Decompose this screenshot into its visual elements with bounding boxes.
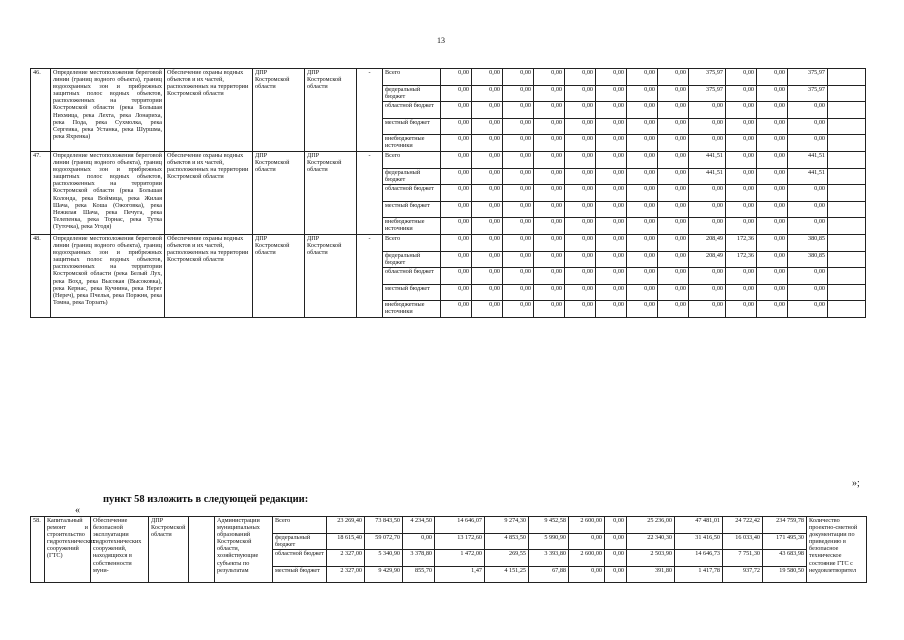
- amount-cell: 0,00: [534, 168, 565, 185]
- funding-source: местный бюджет: [273, 566, 327, 583]
- amount-cell: 3 393,80: [529, 550, 569, 567]
- amount-cell: 0,00: [534, 118, 565, 135]
- amount-cell: 0,00: [472, 218, 503, 235]
- empty-cell: [828, 85, 866, 102]
- table-row: [31, 69, 866, 86]
- funding-source: Всего: [383, 69, 441, 86]
- amount-cell: 0,00: [627, 218, 658, 235]
- amount-cell: 0,00: [689, 201, 726, 218]
- amount-cell: 0,00: [565, 85, 596, 102]
- amount-cell: 0,00: [689, 301, 726, 318]
- amount-cell: 208,49: [689, 234, 726, 251]
- amount-cell: 19 580,50: [763, 566, 807, 583]
- amount-cell: 172,36: [726, 251, 757, 268]
- amount-cell: 7 751,30: [723, 550, 763, 567]
- amount-cell: 0,00: [658, 218, 689, 235]
- amount-cell: 0,00: [788, 135, 828, 152]
- amount-cell: 0,00: [627, 251, 658, 268]
- amount-cell: 0,00: [472, 135, 503, 152]
- amount-cell: 18 615,40: [327, 533, 365, 550]
- empty-cell: [828, 69, 866, 86]
- amount-cell: 0,00: [441, 102, 472, 119]
- amount-cell: 0,00: [503, 185, 534, 202]
- empty-cell: [828, 251, 866, 268]
- amount-cell: 73 843,50: [365, 517, 403, 534]
- activity-name: Определение местоположения береговой линии (границ водного объекта), границ водоохранных зон и прибрежных защитных полос водных объектов, расположенных на территории Костромской области (река Белый Лух, река Вохд, река Высокая (Высоковка), река Кернас, река Кучнина, река Нерег (Нереч), река Пчелья, река Поржня, река Томна, река Торзать): [51, 234, 165, 317]
- amount-cell: 0,00: [534, 268, 565, 285]
- amount-cell: 375,97: [689, 69, 726, 86]
- amount-cell: 208,49: [689, 251, 726, 268]
- amount-cell: 0,00: [627, 85, 658, 102]
- amount-cell: 0,00: [658, 185, 689, 202]
- amount-cell: 0,00: [441, 268, 472, 285]
- amount-cell: 0,00: [605, 566, 627, 583]
- amount-cell: 0,00: [627, 69, 658, 86]
- amount-cell: 0,00: [726, 85, 757, 102]
- amount-cell: 391,80: [627, 566, 675, 583]
- amount-cell: 0,00: [534, 135, 565, 152]
- amount-cell: 9 429,90: [365, 566, 403, 583]
- amount-cell: 0,00: [757, 185, 788, 202]
- amount-cell: 0,00: [441, 234, 472, 251]
- funding-source: федеральный бюджет: [383, 85, 441, 102]
- amount-cell: 0,00: [503, 201, 534, 218]
- amount-cell: 25 236,00: [627, 517, 675, 534]
- co-executor: ДПР Костромской области: [305, 151, 357, 234]
- amount-cell: 0,00: [757, 268, 788, 285]
- amount-cell: 2 327,00: [327, 566, 365, 583]
- amount-cell: 0,00: [757, 102, 788, 119]
- funding-source: Всего: [273, 517, 327, 534]
- amount-cell: 0,00: [788, 102, 828, 119]
- amount-cell: 0,00: [441, 135, 472, 152]
- amount-cell: 0,00: [534, 85, 565, 102]
- amount-cell: 0,00: [627, 185, 658, 202]
- funding-source: областной бюджет: [273, 550, 327, 567]
- amount-cell: 0,00: [658, 201, 689, 218]
- empty-cell: [828, 234, 866, 251]
- amount-cell: 0,00: [596, 85, 627, 102]
- amount-cell: 0,00: [472, 151, 503, 168]
- amount-cell: 47 481,01: [675, 517, 723, 534]
- responsible-executor: ДПР Костромской области: [149, 517, 189, 583]
- amount-cell: 0,00: [441, 168, 472, 185]
- activity-name: Капитальный ремонт и строительство гидротехнических сооружений (ГТС): [45, 517, 91, 583]
- amount-cell: 0,00: [503, 251, 534, 268]
- amount-cell: 0,00: [658, 151, 689, 168]
- funding-source: федеральный бюджет: [273, 533, 327, 550]
- responsible-executor: ДПР Костромской области: [253, 69, 305, 152]
- amount-cell: 0,00: [565, 218, 596, 235]
- amount-cell: 0,00: [658, 301, 689, 318]
- closing-quote: »;: [852, 478, 860, 489]
- amount-cell: 0,00: [503, 151, 534, 168]
- amount-cell: 0,00: [757, 135, 788, 152]
- amount-cell: 0,00: [565, 234, 596, 251]
- amount-cell: 172,36: [726, 234, 757, 251]
- amount-cell: 0,00: [565, 102, 596, 119]
- amount-cell: 23 269,40: [327, 517, 365, 534]
- co-executor: ДПР Костромской области: [305, 69, 357, 152]
- amount-cell: 0,00: [565, 118, 596, 135]
- amount-cell: 0,00: [627, 301, 658, 318]
- amount-cell: 9 452,58: [529, 517, 569, 534]
- amount-cell: 0,00: [534, 201, 565, 218]
- participant-cell: -: [357, 69, 383, 152]
- participants: Администрации муниципальных образований Костромской области, хозяйствующие субъекты по результатам: [215, 517, 273, 583]
- amount-cell: 0,00: [534, 284, 565, 301]
- empty-cell: [828, 118, 866, 135]
- participant-cell: -: [357, 151, 383, 234]
- amount-cell: 59 072,70: [365, 533, 403, 550]
- expected-result: Количество проектно-сметной документации по приведению в безопасное техническое состояние ГТС с неудовлетворител: [807, 517, 867, 583]
- amount-cell: 0,00: [596, 151, 627, 168]
- amount-cell: 0,00: [503, 69, 534, 86]
- amount-cell: 16 033,40: [723, 533, 763, 550]
- amount-cell: 0,00: [441, 118, 472, 135]
- row-number: 58.: [31, 517, 45, 583]
- amount-cell: 0,00: [472, 201, 503, 218]
- amount-cell: 0,00: [788, 201, 828, 218]
- amount-cell: 0,00: [726, 185, 757, 202]
- amount-cell: 0,00: [503, 102, 534, 119]
- page-number: 13: [437, 36, 445, 45]
- amount-cell: 0,00: [726, 135, 757, 152]
- opening-quote: «: [75, 505, 80, 516]
- amount-cell: 0,00: [596, 118, 627, 135]
- amount-cell: 0,00: [689, 284, 726, 301]
- amount-cell: 0,00: [757, 234, 788, 251]
- amount-cell: 0,00: [472, 85, 503, 102]
- amount-cell: 0,00: [788, 218, 828, 235]
- amount-cell: 0,00: [596, 102, 627, 119]
- amount-cell: 0,00: [565, 301, 596, 318]
- amount-cell: 0,00: [757, 201, 788, 218]
- amount-cell: 0,00: [596, 251, 627, 268]
- funding-source: Всего: [383, 151, 441, 168]
- amount-cell: 0,00: [503, 118, 534, 135]
- amount-cell: 0,00: [472, 284, 503, 301]
- amount-cell: 0,00: [757, 284, 788, 301]
- funding-source: внебюджетные источники: [383, 301, 441, 318]
- funding-source: областной бюджет: [383, 185, 441, 202]
- amount-cell: 0,00: [658, 135, 689, 152]
- amount-cell: 0,00: [534, 69, 565, 86]
- amount-cell: 0,00: [503, 268, 534, 285]
- amount-cell: 0,00: [658, 85, 689, 102]
- amount-cell: 0,00: [534, 218, 565, 235]
- amount-cell: 0,00: [689, 268, 726, 285]
- amount-cell: 0,00: [726, 151, 757, 168]
- amount-cell: 0,00: [565, 268, 596, 285]
- amount-cell: 0,00: [441, 218, 472, 235]
- amount-cell: 1 472,00: [435, 550, 485, 567]
- amount-cell: 0,00: [441, 201, 472, 218]
- amount-cell: 2 503,90: [627, 550, 675, 567]
- amount-cell: 0,00: [605, 533, 627, 550]
- amount-cell: 13 172,60: [435, 533, 485, 550]
- empty-cell: [828, 301, 866, 318]
- amount-cell: 1,47: [435, 566, 485, 583]
- amount-cell: 0,00: [726, 102, 757, 119]
- amount-cell: 0,00: [726, 284, 757, 301]
- amount-cell: 0,00: [565, 69, 596, 86]
- amount-cell: 4 234,50: [403, 517, 435, 534]
- amount-cell: 0,00: [472, 301, 503, 318]
- amount-cell: 0,00: [658, 234, 689, 251]
- amount-cell: 0,00: [726, 268, 757, 285]
- amount-cell: 0,00: [534, 251, 565, 268]
- amount-cell: 0,00: [472, 118, 503, 135]
- amount-cell: 0,00: [726, 168, 757, 185]
- amount-cell: 0,00: [596, 268, 627, 285]
- amount-cell: 0,00: [472, 185, 503, 202]
- amount-cell: 0,00: [658, 69, 689, 86]
- amount-cell: 0,00: [596, 185, 627, 202]
- empty-cell: [828, 284, 866, 301]
- amount-cell: 0,00: [503, 135, 534, 152]
- co-executor: [189, 517, 215, 583]
- amount-cell: 0,00: [534, 102, 565, 119]
- amount-cell: 0,00: [627, 234, 658, 251]
- amount-cell: 0,00: [472, 268, 503, 285]
- amount-cell: 441,51: [689, 151, 726, 168]
- amount-cell: 31 416,50: [675, 533, 723, 550]
- amount-cell: 441,51: [788, 168, 828, 185]
- amount-cell: 0,00: [441, 251, 472, 268]
- amount-cell: 0,00: [472, 69, 503, 86]
- row-number: 46.: [31, 69, 51, 152]
- funding-source: Всего: [383, 234, 441, 251]
- funding-source: местный бюджет: [383, 201, 441, 218]
- table-row: [31, 517, 867, 534]
- row-number: 47.: [31, 151, 51, 234]
- funding-source: местный бюджет: [383, 118, 441, 135]
- amount-cell: 0,00: [565, 251, 596, 268]
- table-row: [31, 234, 866, 251]
- amount-cell: 0,00: [689, 135, 726, 152]
- amount-cell: 0,00: [689, 118, 726, 135]
- amount-cell: 380,85: [788, 234, 828, 251]
- amount-cell: 0,00: [627, 168, 658, 185]
- amount-cell: 0,00: [534, 185, 565, 202]
- amount-cell: 2 600,00: [569, 517, 605, 534]
- amount-cell: 380,85: [788, 251, 828, 268]
- amount-cell: 0,00: [596, 284, 627, 301]
- amount-cell: 2 600,00: [569, 550, 605, 567]
- amount-cell: 234 759,78: [763, 517, 807, 534]
- amount-cell: 0,00: [627, 201, 658, 218]
- empty-cell: [828, 268, 866, 285]
- funding-source: федеральный бюджет: [383, 168, 441, 185]
- amount-cell: 0,00: [503, 301, 534, 318]
- amount-cell: 0,00: [788, 185, 828, 202]
- amount-cell: 937,72: [723, 566, 763, 583]
- amount-cell: 0,00: [627, 118, 658, 135]
- funding-source: федеральный бюджет: [383, 251, 441, 268]
- empty-cell: [828, 201, 866, 218]
- activity-name: Определение местоположения береговой линии (границ водного объекта), границ водоохранных зон и прибрежных защитных полос водных объектов, расположенных на территории Костромской области (река Большая Колонда, река Воймица, река Жилая Шача, река Коша (Ожоговка), река Нежилая Шача, река Печуга, река Телепенка, река Торнас, река Тутка (Туточка), река Угодя): [51, 151, 165, 234]
- amount-cell: 375,97: [689, 85, 726, 102]
- activity-name: Определение местоположения береговой линии (границ водного объекта), границ водоохранных зон и прибрежных защитных полос водных объектов, расположенных на территории Костромской области (река Большая Нихмица, река Лехта, река Лонариха, река Пода, река Сухмолка, река Сергеика, река Устанка, река Шуршма, река Яхренка): [51, 69, 165, 152]
- amount-cell: 0,00: [441, 185, 472, 202]
- amount-cell: 0,00: [658, 168, 689, 185]
- amount-cell: 0,00: [441, 85, 472, 102]
- responsible-executor: ДПР Костромской области: [253, 151, 305, 234]
- amount-cell: 0,00: [441, 301, 472, 318]
- amount-cell: 0,00: [605, 517, 627, 534]
- amount-cell: 2 327,00: [327, 550, 365, 567]
- amount-cell: 0,00: [757, 69, 788, 86]
- amount-cell: 0,00: [757, 85, 788, 102]
- amount-cell: 9 274,30: [485, 517, 529, 534]
- amount-cell: 5 990,90: [529, 533, 569, 550]
- amount-cell: 0,00: [534, 301, 565, 318]
- amount-cell: 4 853,50: [485, 533, 529, 550]
- amount-cell: 0,00: [569, 566, 605, 583]
- amount-cell: 0,00: [627, 284, 658, 301]
- row58-table: [30, 516, 867, 583]
- amount-cell: 0,00: [689, 218, 726, 235]
- amount-cell: 0,00: [658, 251, 689, 268]
- amount-cell: 0,00: [596, 135, 627, 152]
- amount-cell: 375,97: [788, 69, 828, 86]
- amount-cell: 22 340,30: [627, 533, 675, 550]
- amount-cell: 0,00: [627, 135, 658, 152]
- amount-cell: 24 722,42: [723, 517, 763, 534]
- amount-cell: 0,00: [596, 301, 627, 318]
- amount-cell: 14 646,73: [675, 550, 723, 567]
- amount-cell: 4 151,25: [485, 566, 529, 583]
- amount-cell: 0,00: [472, 102, 503, 119]
- funding-source: областной бюджет: [383, 102, 441, 119]
- activity-purpose: Обеспечение безопасной эксплуатации гидротехнических сооружений, находящихся в собственности муни-: [91, 517, 149, 583]
- amount-cell: 0,00: [503, 234, 534, 251]
- amount-cell: 0,00: [726, 118, 757, 135]
- empty-cell: [828, 151, 866, 168]
- responsible-executor: ДПР Костромской области: [253, 234, 305, 317]
- amount-cell: 0,00: [788, 284, 828, 301]
- empty-cell: [828, 168, 866, 185]
- amount-cell: 0,00: [757, 218, 788, 235]
- amount-cell: 0,00: [726, 201, 757, 218]
- amount-cell: 0,00: [565, 168, 596, 185]
- amount-cell: 0,00: [689, 102, 726, 119]
- amount-cell: 0,00: [441, 69, 472, 86]
- amount-cell: 5 340,90: [365, 550, 403, 567]
- empty-cell: [828, 135, 866, 152]
- amount-cell: 0,00: [403, 533, 435, 550]
- amount-cell: 0,00: [658, 268, 689, 285]
- funding-source: внебюджетные источники: [383, 218, 441, 235]
- amount-cell: 0,00: [596, 69, 627, 86]
- amount-cell: 67,88: [529, 566, 569, 583]
- amount-cell: 0,00: [565, 151, 596, 168]
- activity-purpose: Обеспечение охраны водных объектов и их частей, расположенных на территории Костромской области: [165, 69, 253, 152]
- amount-cell: 0,00: [726, 301, 757, 318]
- amount-cell: 441,51: [689, 168, 726, 185]
- amount-cell: 171 495,30: [763, 533, 807, 550]
- funding-source: местный бюджет: [383, 284, 441, 301]
- amount-cell: 0,00: [757, 151, 788, 168]
- amount-cell: 0,00: [788, 118, 828, 135]
- empty-cell: [828, 185, 866, 202]
- amount-cell: 14 646,07: [435, 517, 485, 534]
- co-executor: ДПР Костромской области: [305, 234, 357, 317]
- empty-cell: [828, 218, 866, 235]
- amount-cell: 0,00: [757, 301, 788, 318]
- amount-cell: 0,00: [534, 151, 565, 168]
- amount-cell: 0,00: [596, 168, 627, 185]
- amount-cell: 0,00: [658, 102, 689, 119]
- amount-cell: 0,00: [472, 168, 503, 185]
- amount-cell: 0,00: [726, 218, 757, 235]
- amount-cell: 0,00: [441, 284, 472, 301]
- amount-cell: 441,51: [788, 151, 828, 168]
- amount-cell: 0,00: [596, 218, 627, 235]
- amount-cell: 0,00: [472, 234, 503, 251]
- amount-cell: 0,00: [534, 234, 565, 251]
- amount-cell: 375,97: [788, 85, 828, 102]
- amendment-heading: пункт 58 изложить в следующей редакции:: [103, 494, 309, 505]
- activity-purpose: Обеспечение охраны водных объектов и их частей, расположенных на территории Костромской области: [165, 234, 253, 317]
- amount-cell: 0,00: [627, 151, 658, 168]
- amount-cell: 855,70: [403, 566, 435, 583]
- amount-cell: 0,00: [503, 85, 534, 102]
- amount-cell: 0,00: [658, 118, 689, 135]
- amount-cell: 0,00: [503, 218, 534, 235]
- amount-cell: 0,00: [627, 102, 658, 119]
- amount-cell: 0,00: [726, 69, 757, 86]
- amount-cell: 0,00: [472, 251, 503, 268]
- amount-cell: 0,00: [503, 284, 534, 301]
- amount-cell: 0,00: [565, 185, 596, 202]
- amount-cell: 0,00: [658, 284, 689, 301]
- amount-cell: 43 683,98: [763, 550, 807, 567]
- empty-cell: [828, 102, 866, 119]
- amount-cell: 0,00: [757, 251, 788, 268]
- amount-cell: 0,00: [605, 550, 627, 567]
- amount-cell: 0,00: [565, 284, 596, 301]
- amount-cell: 0,00: [757, 118, 788, 135]
- funding-source: областной бюджет: [383, 268, 441, 285]
- amount-cell: 0,00: [565, 201, 596, 218]
- activity-purpose: Обеспечение охраны водных объектов и их частей, расположенных на территории Костромской области: [165, 151, 253, 234]
- amount-cell: 0,00: [627, 268, 658, 285]
- amount-cell: 0,00: [757, 168, 788, 185]
- amount-cell: 0,00: [788, 268, 828, 285]
- amount-cell: 0,00: [689, 185, 726, 202]
- amount-cell: 1 417,78: [675, 566, 723, 583]
- amount-cell: 0,00: [565, 135, 596, 152]
- amount-cell: 269,55: [485, 550, 529, 567]
- amount-cell: 0,00: [569, 533, 605, 550]
- amount-cell: 0,00: [596, 201, 627, 218]
- amount-cell: 0,00: [503, 168, 534, 185]
- table-row: [31, 151, 866, 168]
- amount-cell: 3 378,80: [403, 550, 435, 567]
- program-table: [30, 68, 866, 318]
- funding-source: внебюджетные источники: [383, 135, 441, 152]
- row-number: 48.: [31, 234, 51, 317]
- amount-cell: 0,00: [788, 301, 828, 318]
- amount-cell: 0,00: [441, 151, 472, 168]
- participant-cell: -: [357, 234, 383, 317]
- amount-cell: 0,00: [596, 234, 627, 251]
